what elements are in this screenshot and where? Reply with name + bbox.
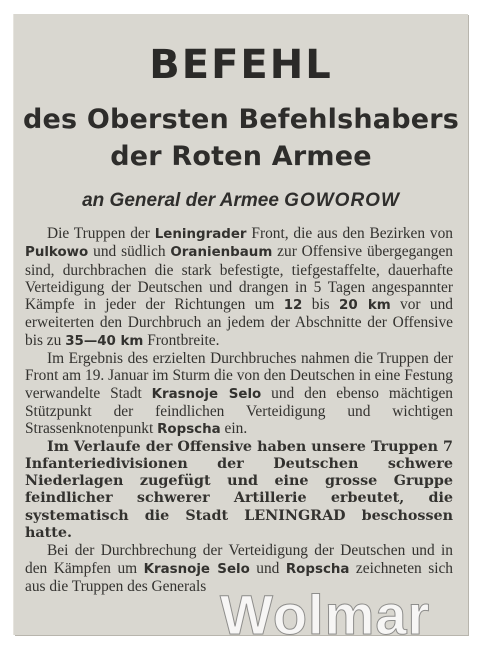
body-paragraph bbox=[25, 350, 453, 438]
emphasized-text: 12 bbox=[283, 298, 303, 314]
addressee-name: GOWOROW bbox=[284, 190, 400, 211]
paragraph-text: Bei der Durchbrechung der Verteidigung der Deutschen und in den Kämpfen um bbox=[25, 542, 453, 577]
paragraph-text: und den ebenso mächtigen Stützpunkt der feindlichen Verteidigung und wichtigen Strassenknotenpunkt bbox=[25, 384, 453, 438]
emphasized-text: 35—40 km bbox=[65, 333, 144, 349]
top-margin bbox=[0, 0, 483, 14]
emphasized-text: Ropscha bbox=[285, 561, 350, 577]
emphasized-text: Ropscha bbox=[157, 422, 221, 438]
emphasized-text: Krasnoje Selo bbox=[143, 561, 250, 577]
emphasized-text: Leningrader bbox=[154, 227, 247, 242]
document-title: BEFEHL bbox=[149, 42, 333, 88]
paragraph-text: zeichneten sich aus die Truppen des Generals bbox=[25, 559, 454, 595]
leaflet-sheet bbox=[14, 14, 468, 635]
addressee-prefix: an General der Armee bbox=[82, 190, 279, 211]
paragraph-text: zur Offensive übergegangen sind, durchbrachen die stark befestigte, tiefgestaffelte, dauerhafte Verteidigung der Deutschen und drangen in 5 Tagen angespannter Kämpfe in jeder der Richtungen um bbox=[25, 243, 453, 314]
emphasized-text: Oranienbaum bbox=[170, 245, 273, 261]
watermark: Wolmar bbox=[220, 583, 431, 635]
paragraph-text: Im Ergebnis des erzielten Durchbruches nahmen die Truppen der Front am 19. Januar im Sturm die von den Deutschen in eine Festung verwandelte Stadt bbox=[25, 350, 453, 402]
emphasized-text: Pulkowo bbox=[25, 245, 89, 261]
addressee bbox=[14, 190, 468, 212]
emphasized-text: 20 km bbox=[339, 298, 391, 314]
paragraph-text: vor und erweiterten den Durchbruch an jedem der Abschnitte der Offensive bis zu bbox=[25, 296, 453, 349]
paragraph-text: und bbox=[249, 559, 286, 577]
paragraph-text: bis bbox=[302, 296, 340, 314]
subtitle-line-2: der Roten Armee bbox=[110, 141, 372, 172]
paragraph-text: und südlich bbox=[88, 243, 171, 261]
body-paragraph bbox=[25, 439, 453, 543]
paragraph-text: ein. bbox=[220, 420, 248, 438]
emphasized-text: Krasnoje Selo bbox=[151, 386, 262, 402]
document-body bbox=[25, 225, 453, 595]
subtitle-line-1: des Obersten Befehlshabers bbox=[22, 104, 460, 135]
body-paragraph bbox=[25, 225, 453, 350]
paragraph-text: Frontbreite. bbox=[143, 331, 220, 349]
paragraph-text: Front, die aus den Bezirken von bbox=[246, 225, 453, 242]
paragraph-text: Die Truppen der bbox=[47, 225, 155, 242]
paragraph-text: Im Verlaufe der Offensive haben unsere Truppen 7 Infanteriedivisionen der Deutschen schwere Niederlagen zugefügt und eine grosse Gruppe feindlicher schwerer Artillerie erbeutet, die systematisch die Stadt LENINGRAD beschossen hatte. bbox=[25, 438, 453, 542]
